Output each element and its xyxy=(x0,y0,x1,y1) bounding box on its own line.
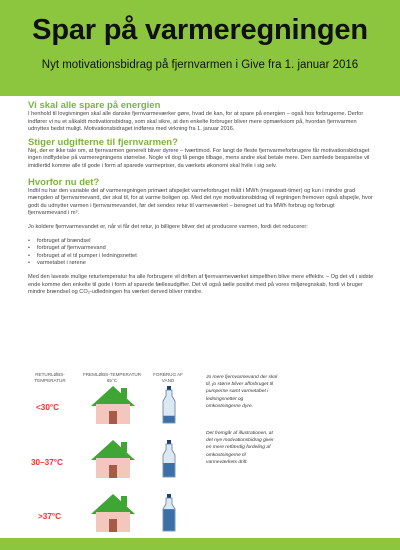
footer-banner xyxy=(0,538,400,550)
temperature-label: <30°C xyxy=(36,403,60,412)
reduction-list xyxy=(28,238,374,268)
section-heading-spare: Vi skal alle spare på energien xyxy=(28,100,161,111)
water-bottle-icon xyxy=(162,494,176,532)
column-header-return: RETURLØBS-TEMPERATUR xyxy=(34,372,66,383)
column-header-water: FORBRUG AF VAND xyxy=(153,372,183,383)
section-text-effektiv: Med den laveste mulige returtemperatur fra alle forbrugere vil driften af fjernvarmeværket simpelthen blive mere effektiv. – Og det vil i sidste ende komme den enkelte til gode i form af sparede fællesudgifter. Det vil også tælle positivt med på vores miljøregnskab, fordi vi bruger mindre brændsel og CO₂-udledningen fra værket derved bliver mindre. xyxy=(28,273,374,296)
article-body xyxy=(28,100,374,297)
water-bottle-icon xyxy=(162,440,176,478)
column-header-flow: FREMLØBS-TEMPERATUR 65°C xyxy=(82,372,142,383)
section-heading-udgifter: Stiger udgifterne til fjernvarmen? xyxy=(28,136,178,148)
figure-note-2: Det fremgår af illustrationen, at det nye motivationsbidrag giver en mere retfærdig fordeling af omkostningerne til varmeværkets drift. xyxy=(206,431,274,465)
section-text-koldere: Jo koldere fjernvarmevandet er, når vi får det retur, jo billigere bliver det at producere varmen, fordi det reducerer: xyxy=(28,223,308,230)
page-subtitle: Nyt motivationsbidrag på fjernvarmen i Give fra 1. januar 2016 xyxy=(41,59,359,71)
temperature-illustration xyxy=(28,372,374,542)
house-icon xyxy=(90,492,136,534)
house-icon xyxy=(90,384,136,426)
list-item: • forbruget af brændsel xyxy=(28,238,374,246)
figure-note-1: Jo mere fjernvarmevand der skal til, jo større bliver afforbruget til pumperne samt varmetabet i ledningsnettet og omkostningerne dyre. xyxy=(206,375,278,409)
section-heading-hvorfor: Hvorfor nu det? xyxy=(28,176,100,188)
page-title: Spar på varmeregningen xyxy=(32,14,368,46)
section-text-spare: I henhold til lovgivningen skal alle danske fjernvarmeværker gøre, hvad de kan, for at spare på energien – også hos forbrugerne. Derfor indfører vi nu et såkaldt motivationsbidrag, som skal sikre, at den enkelte forbruger bliver mere opmærksom på, hvordan fjernvarmen udnyttes bedst muligt. Motivationsbidraget indføres med virkning fra 1. januar 2016. xyxy=(28,111,364,133)
list-item: • forbruget af fjernvarmevand xyxy=(28,245,374,253)
temperature-label: 30–37°C xyxy=(31,458,63,467)
water-bottle-icon xyxy=(162,386,176,424)
list-item: • forbruget af el til pumper i ledningsnettet xyxy=(28,253,374,261)
temperature-label: >37°C xyxy=(38,512,62,521)
list-item: • varmetabet i rørene xyxy=(28,260,374,268)
house-icon xyxy=(90,438,136,480)
section-text-hvorfor: Indtil nu har den variable del af varmeregningen primært afspejlet varmeforbruget målt i MWh (megawatt-timer) og kun i mindre grad mængden af fjernvarmevand, der skal til, for at varme boligen op. Med det nye motivationsbidrag vil regningen fremover også afspejle, hvor godt du udnytter varmen i fjernvarmevandet, før det sendes retur til varmeværket – beregnet ud fra MWh forbrug og forbrugt fjernvarmevand i m³. xyxy=(28,187,373,217)
header-banner xyxy=(0,0,400,96)
section-text-udgifter: Nej, der er ikke tale om, at fjernvarmen generelt bliver dyrere – tværtimod. For langt de fleste fjernvarmeforbrugere får motivationsbidraget ingen indflydelse på varmeregningens størrelse. Nogle vil dog få penge tilbage, mens andre skal betale mere. Den samlede besparelse vil imidlertid komme alle til gode i form af sparede varmepriser, da værkets økonomi skal hvile i sig selv. xyxy=(28,147,370,169)
